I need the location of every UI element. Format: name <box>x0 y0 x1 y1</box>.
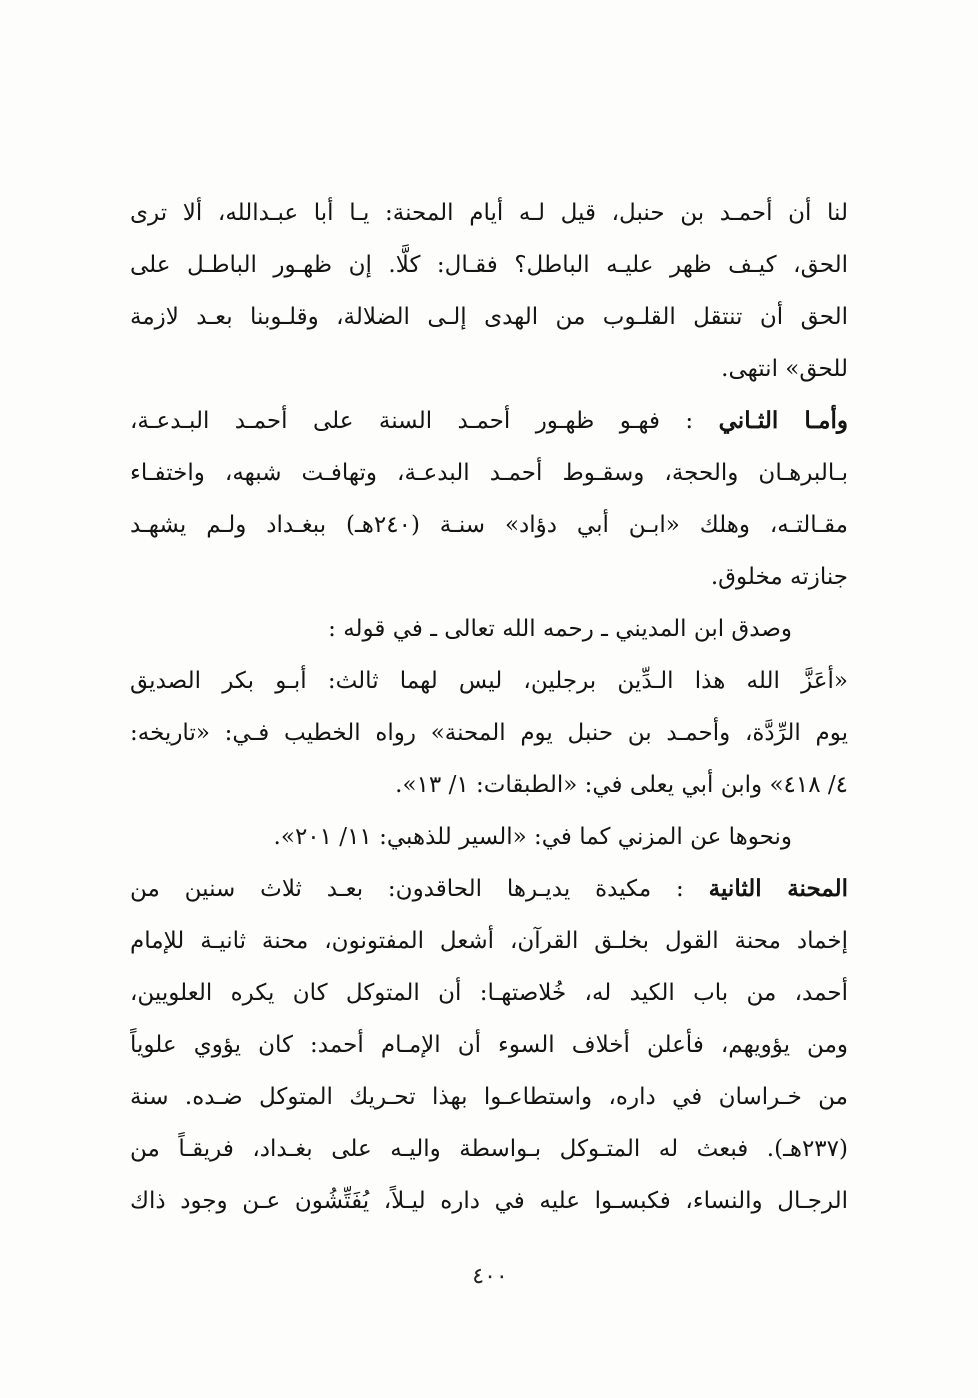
line-text: ٤/ ٤١٨» وابن أبي يعلى في: «الطبقات: ١/ ١٣». <box>395 772 848 798</box>
text-line <box>130 1020 848 1070</box>
text-line <box>130 500 848 550</box>
section-lead: وأمـا الثـاني <box>718 407 848 434</box>
line-text: : فهـو ظهـور أحمـد السنة على أحمـد البـدعـة، <box>130 408 719 434</box>
line-text: الحق، كيـف ظهر عليـه الباطل؟ فقـال: كلَّا. إن ظهـور الباطـل على <box>130 252 848 278</box>
text-line <box>130 1176 848 1226</box>
text-line <box>130 708 848 758</box>
line-text: الرجـال والنساء، فكبسـوا عليه في داره ليـلاً، يُفَتِّشُون عـن وجود ذاك <box>130 1188 848 1214</box>
line-text: «أعَزَّ الله هذا الـدِّين برجلين، ليس لهما ثالث: أبـو بكر الصديق <box>130 668 848 694</box>
text-line <box>130 396 848 446</box>
line-text: الحق أن تنتقل القلـوب من الهدى إلـى الضلالة، وقلـوبنا بعـد لازمة <box>130 304 848 330</box>
text-line <box>130 188 848 238</box>
text-line <box>130 812 848 862</box>
line-text: للحق» انتهى. <box>721 356 848 382</box>
text-line <box>130 864 848 914</box>
line-text: : مكيدة يديـرها الحاقدون: بعـد ثلاث سنين من <box>130 876 709 902</box>
line-text: وصدق ابن المديني ـ رحمه الله تعالى ـ في قوله : <box>328 616 792 642</box>
line-text: أحمد، من باب الكيد له، خُلاصتهـا: أن المتوكل كان يكره العلويين، <box>130 980 848 1006</box>
section-lead: المحنة الثانية <box>708 875 848 902</box>
line-text: إخماد محنة القول بخلـق القرآن، أشعل المفتونون، محنة ثانيـة للإمام <box>130 928 848 954</box>
text-line <box>130 240 848 290</box>
text-line <box>130 344 848 394</box>
text-line <box>130 760 848 810</box>
text-line <box>130 656 848 706</box>
line-text: ونحوها عن المزني كما في: «السير للذهبي: ١١/ ٢٠١». <box>273 824 792 850</box>
text-line <box>130 604 848 654</box>
text-line <box>130 448 848 498</box>
line-text: من خـراسان في داره، واستطاعـوا بهذا تحـريك المتوكل ضـده. سنة <box>130 1084 848 1110</box>
line-text: مقـالتـه، وهلك «ابـن أبي دؤاد» سنـة (٢٤٠هـ) ببغـداد ولـم يشهـد <box>130 512 848 538</box>
line-text: يوم الرِّدَّة، وأحمـد بن حنبل يوم المحنة» رواه الخطيب فـي: «تاريخه: <box>130 720 848 746</box>
text-line <box>130 1124 848 1174</box>
line-text: لنا أن أحمـد بن حنبل، قيل لـه أيام المحنة: يـا أبا عبـدالله، ألا ترى <box>130 200 848 226</box>
line-text: (٢٣٧هـ). فبعث له المتـوكل بـواسطة واليـه على بغـداد، فريقـاً من <box>130 1136 848 1162</box>
line-text: بـالبرهـان والحجة، وسقـوط أحمـد البدعـة، وتهافـت شبهه، واختفـاء <box>130 460 848 486</box>
text-line <box>130 916 848 966</box>
text-line <box>130 968 848 1018</box>
line-text: ومن يؤويهم، فأعلن أخلاف السوء أن الإمـام أحمد: كان يؤوي علوياً <box>130 1032 848 1058</box>
line-text: جنازته مخلوق. <box>710 564 848 590</box>
text-line <box>130 292 848 342</box>
page-number: ٤٠٠ <box>472 1264 508 1289</box>
text-line <box>130 552 848 602</box>
text-line <box>130 1072 848 1122</box>
